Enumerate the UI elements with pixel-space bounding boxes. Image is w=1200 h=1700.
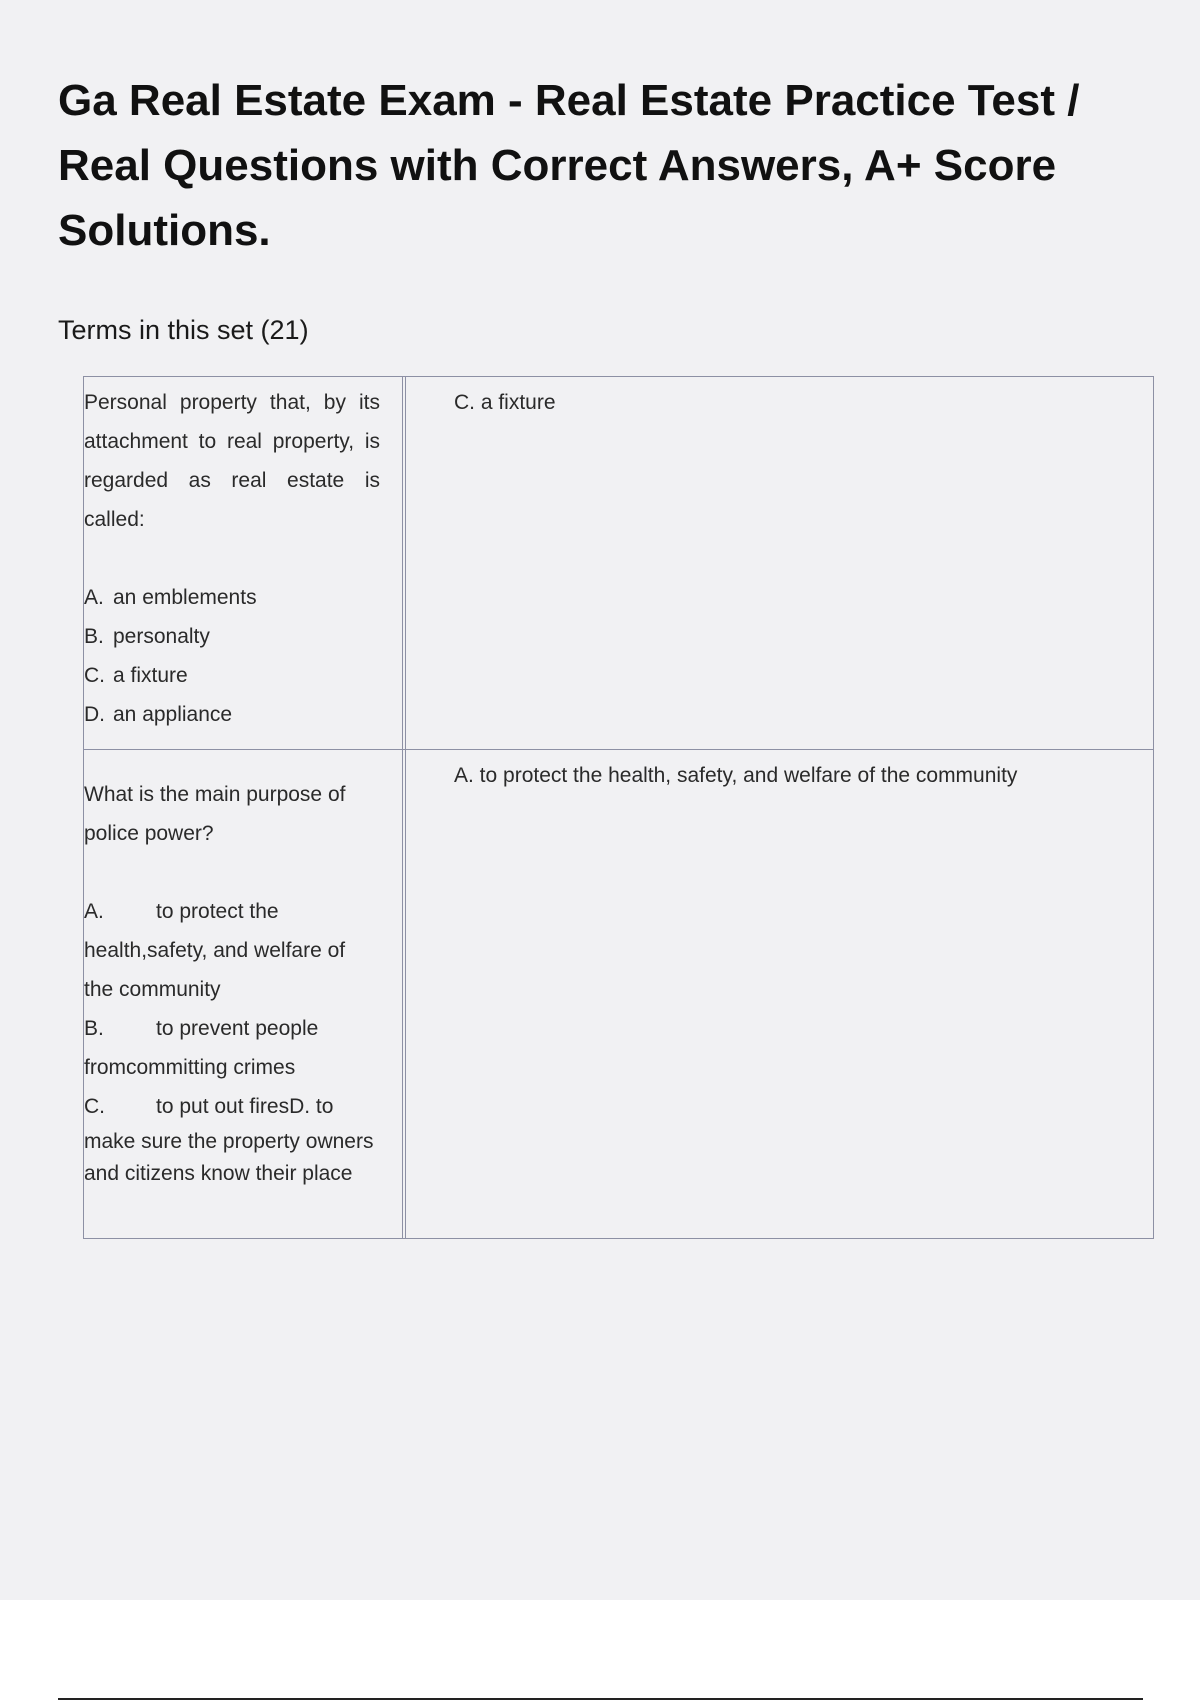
answer-text: A. to protect the health, safety, and welfare of the community	[454, 764, 1018, 787]
option-letter: D.	[84, 703, 105, 726]
option-d	[84, 695, 380, 734]
option-text: a fixture	[113, 664, 188, 687]
page-title: Ga Real Estate Exam - Real Estate Practice Test / Real Questions with Correct Answers, A+ Score Solutions.	[58, 76, 1080, 255]
answer-options	[84, 892, 380, 1190]
option-letter: A.	[84, 586, 104, 609]
option-a	[84, 892, 380, 1009]
option-c	[84, 1087, 380, 1190]
term-question-cell	[84, 750, 402, 1238]
answer-text: C. a fixture	[454, 391, 556, 414]
option-text: to put out firesD. to	[156, 1095, 334, 1118]
terms-table	[83, 376, 1154, 1239]
question-text: Personal property that, by its attachment to real property, is regarded as real estate is called:	[84, 391, 380, 531]
term-row	[84, 377, 1153, 749]
answer-options	[84, 578, 380, 734]
option-text-continued: health,safety, and welfare of the community	[84, 939, 346, 1001]
option-letter: C.	[84, 1095, 105, 1118]
option-text: personalty	[113, 625, 210, 648]
option-text: to prevent people	[156, 1017, 319, 1040]
option-text: an emblements	[113, 586, 257, 609]
term-answer-cell	[406, 750, 1153, 1238]
option-a	[84, 578, 380, 617]
question-text: What is the main purpose of police power?	[84, 783, 346, 845]
option-c	[84, 656, 380, 695]
option-letter: B.	[84, 625, 104, 648]
option-letter: B.	[84, 1017, 104, 1040]
option-text: an appliance	[113, 703, 233, 726]
term-row	[84, 749, 1153, 1238]
option-text: to protect the	[156, 900, 279, 923]
term-answer-cell	[406, 377, 1153, 749]
option-text-continued: make sure the property owners and citizens know their place	[84, 1130, 374, 1185]
option-b	[84, 1009, 380, 1087]
term-question-cell	[84, 377, 402, 749]
option-b	[84, 617, 380, 656]
option-text-continued: fromcommitting crimes	[84, 1056, 296, 1079]
terms-count-heading: Terms in this set (21)	[58, 315, 309, 345]
option-letter: A.	[84, 900, 104, 923]
option-letter: C.	[84, 664, 105, 687]
